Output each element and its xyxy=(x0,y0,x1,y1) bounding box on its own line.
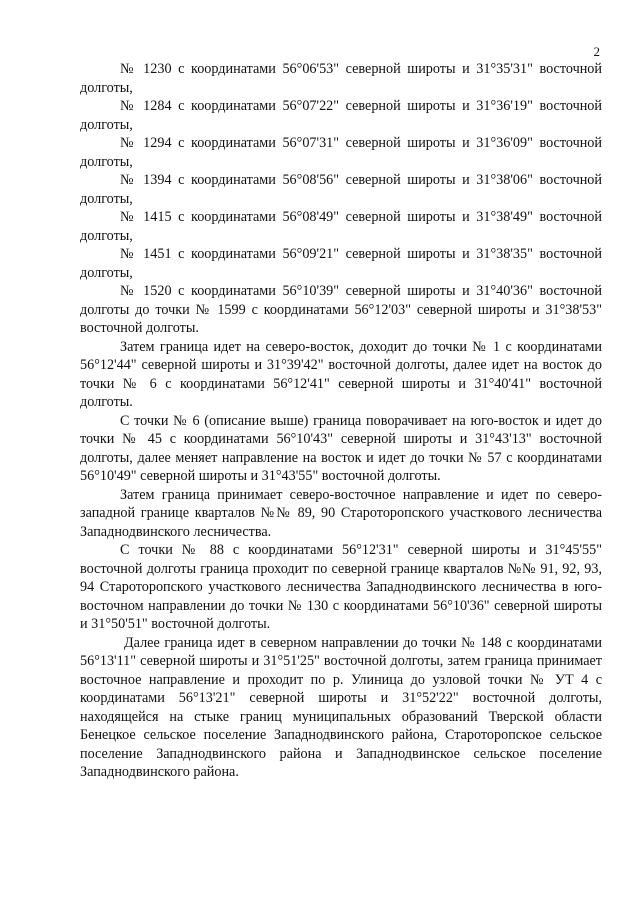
paragraph-point-1415: № 1415 с координатами 56°08'49" северной широты и 31°38'49" восточной долготы, xyxy=(80,209,602,244)
paragraph-quarters-89-90: Затем граница принимает северо-восточное направление и идет по северо-западной границе кварталов №№ 89, 90 Староторопского участкового лесничества Западнодвинского лесничества. xyxy=(80,486,602,540)
paragraph-north-direction: Далее граница идет в северном направлении до точки № 148 с координатами 56°13'11" северной широты и 31°51'25" восточной долготы, затем граница принимает восточное направление и проходит по р. Улиница до узловой точки № УТ 4 с координатами 56°13'21" северной широты и 31°52'22" восточной долготы, находящейся на стыке границ муниципальных образований Тверской области Бенецкое сельское поселение Западнодвинского района, Староторопское сельское поселение Западнодвинского района и Западнодвинское сельское поселение Западнодвинского района. xyxy=(80,634,602,780)
paragraph-point-88: С точки № 88 с координатами 56°12'31" северной широты и 31°45'55" восточной долготы граница проходит по северной границе кварталов №№ 91, 92, 93, 94 Староторопского участкового лесничества Западнодвинского лесничества в юго-восточном направлении до точки № 130 с координатами 56°10'36" северной широты и 31°50'51" восточной долготы. xyxy=(80,542,602,632)
paragraph-northeast: Затем граница идет на северо-восток, доходит до точки № 1 с координатами 56°12'44" северной широты и 31°39'42" восточной долготы, далее идет на восток до точки № 6 с координатами 56°12'41" северной широты и 31°40'41" восточной долготы. xyxy=(80,338,602,410)
paragraph-point-1394: № 1394 с координатами 56°08'56" северной широты и 31°38'06" восточной долготы, xyxy=(80,172,602,207)
paragraph-point-1294: № 1294 с координатами 56°07'31" северной широты и 31°36'09" восточной долготы, xyxy=(80,135,602,170)
paragraph-point-1230: № 1230 с координатами 56°06'53" северной широты и 31°35'31" восточной долготы, xyxy=(80,61,602,96)
paragraph-point-1520: № 1520 с координатами 56°10'39" северной широты и 31°40'36" восточной долготы до точки № 1599 с координатами 56°12'03" северной широты и 31°38'53" восточной долготы. xyxy=(80,283,602,336)
paragraph-southeast: С точки № 6 (описание выше) граница поворачивает на юго-восток и идет до точки № 45 с координатами 56°10'43" северной широты и 31°43'13" восточной долготы, далее меняет направление на восток и идет до точки № 57 с координатами 56°10'49" северной широты и 31°43'55" восточной долготы. xyxy=(80,412,602,484)
page-number: 2 xyxy=(593,44,600,59)
document-body xyxy=(80,60,602,782)
paragraph-point-1284: № 1284 с координатами 56°07'22" северной широты и 31°36'19" восточной долготы, xyxy=(80,98,602,133)
paragraph-point-1451: № 1451 с координатами 56°09'21" северной широты и 31°38'35" восточной долготы, xyxy=(80,246,602,281)
